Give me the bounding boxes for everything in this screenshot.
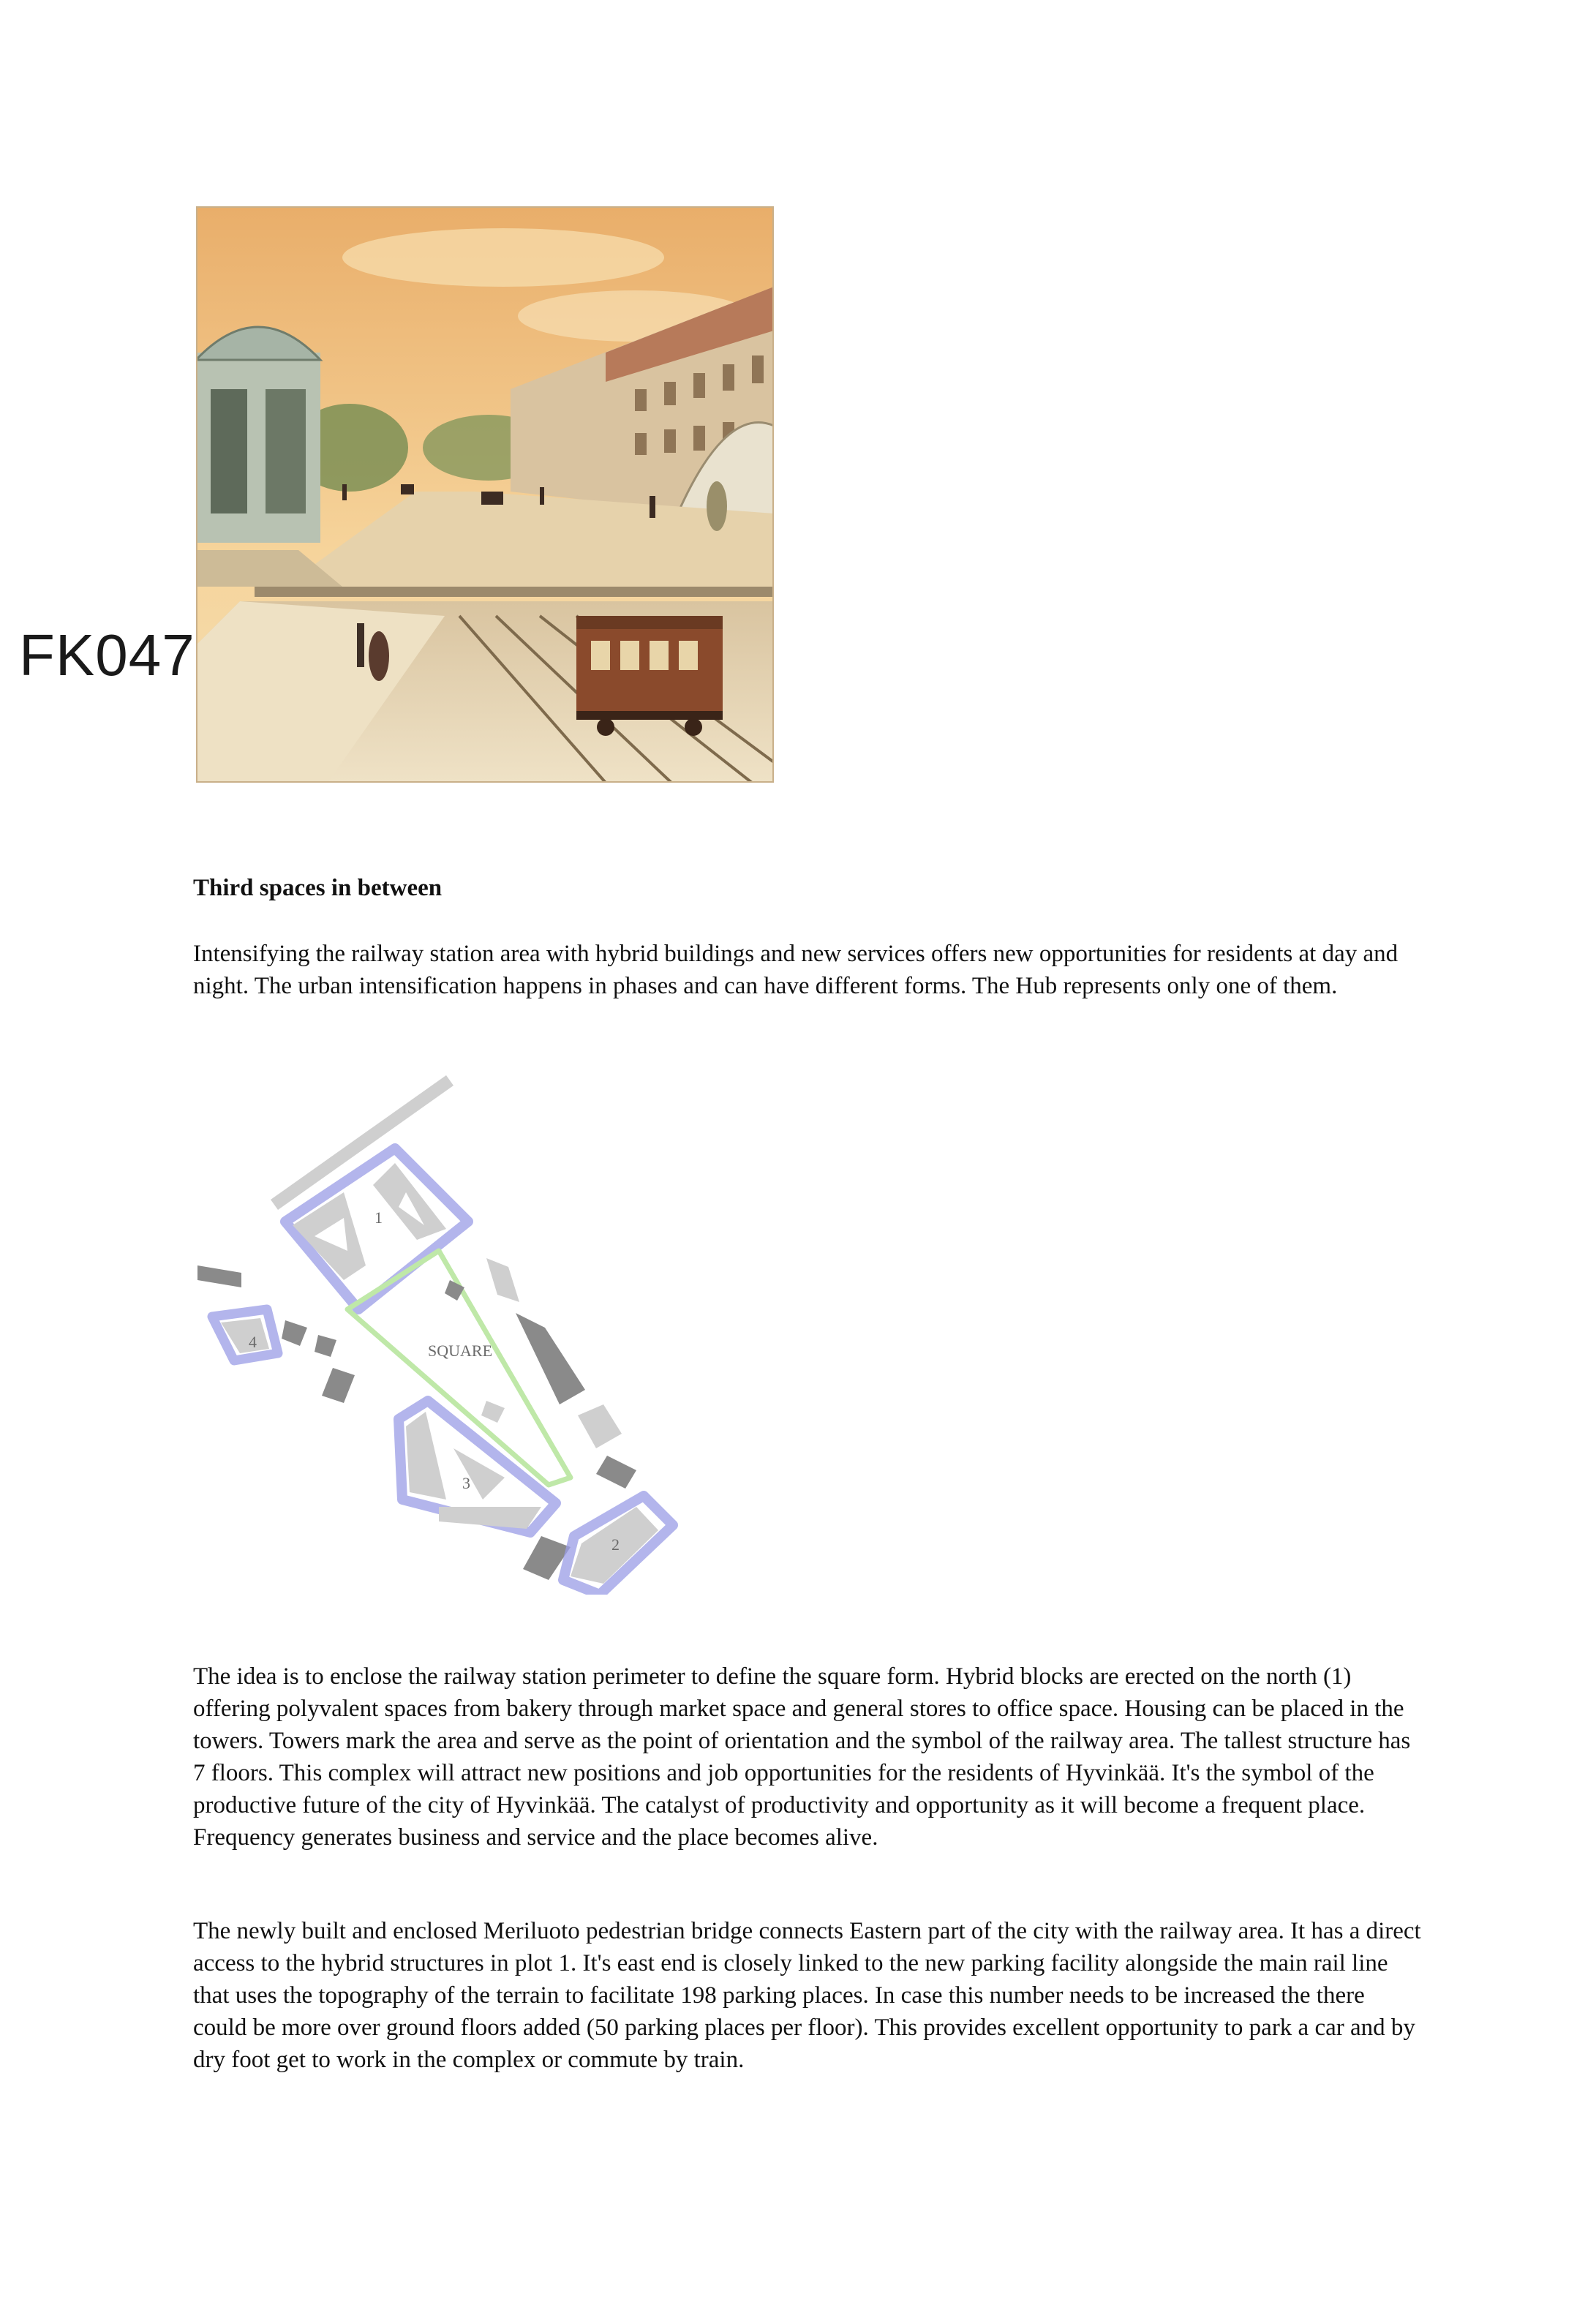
bridge-paragraph: The newly built and enclosed Meriluoto pedestrian bridge connects Eastern part of the city with the railway area. It has a direct access to the hybrid structures in plot 1. It's east end is closely linked to the new parking facility alongside the main rail line that uses the topography of the terrain to facilitate 198 parking places. In case this number needs to be increased the there could be more over ground floors added (50 parking places per floor). This provides excellent opportunity to park a car and by dry foot get to work in the complex or commute by train.	[193, 1918, 1421, 2073]
building-block	[445, 1280, 464, 1301]
project-code: FK047	[19, 622, 195, 688]
plot-3-building	[439, 1507, 541, 1529]
section-title: Third spaces in between	[193, 875, 443, 901]
building-block	[282, 1320, 307, 1346]
building-block	[578, 1404, 622, 1448]
building-block	[516, 1313, 585, 1404]
plot-3-building	[406, 1412, 446, 1500]
building-block	[197, 1265, 241, 1287]
concept-paragraph: The idea is to enclose the railway station perimeter to define the square form. Hybrid blocks are erected on the north (1) offering polyvalent spaces from bakery through market space and general stores to office space. Housing can be placed in the towers. Towers mark the area and serve as the point of orientation and the symbol of the railway area. The tallest structure has 7 floors. This complex will attract new positions and job opportunities for the residents of Hyvinkää. It's the symbol of the productive future of the city of Hyvinkää. The catalyst of productivity and opportunity as it will become a frequent place. Frequency generates business and service and the place becomes alive.	[193, 1663, 1411, 1851]
square-label: SQUARE	[428, 1342, 493, 1360]
rail-line-shape	[271, 1075, 453, 1210]
building-block	[315, 1335, 336, 1357]
building-block	[322, 1368, 355, 1403]
building-block	[481, 1401, 505, 1423]
plot-3-label: 3	[462, 1474, 470, 1492]
plot-1-label: 1	[374, 1208, 383, 1227]
intro-paragraph: Intensifying the railway station area with hybrid buildings and new services offers new opportunities for residents at day and night. The urban intensification happens in phases and can have different forms. The Hub represents only one of them.	[193, 941, 1399, 999]
building-block	[596, 1456, 636, 1489]
plot-2-label: 2	[611, 1535, 620, 1554]
site-plan-diagram	[197, 1068, 695, 1595]
building-block	[486, 1258, 519, 1302]
plot-4-label: 4	[249, 1333, 257, 1351]
street-illustration-image	[196, 206, 774, 783]
